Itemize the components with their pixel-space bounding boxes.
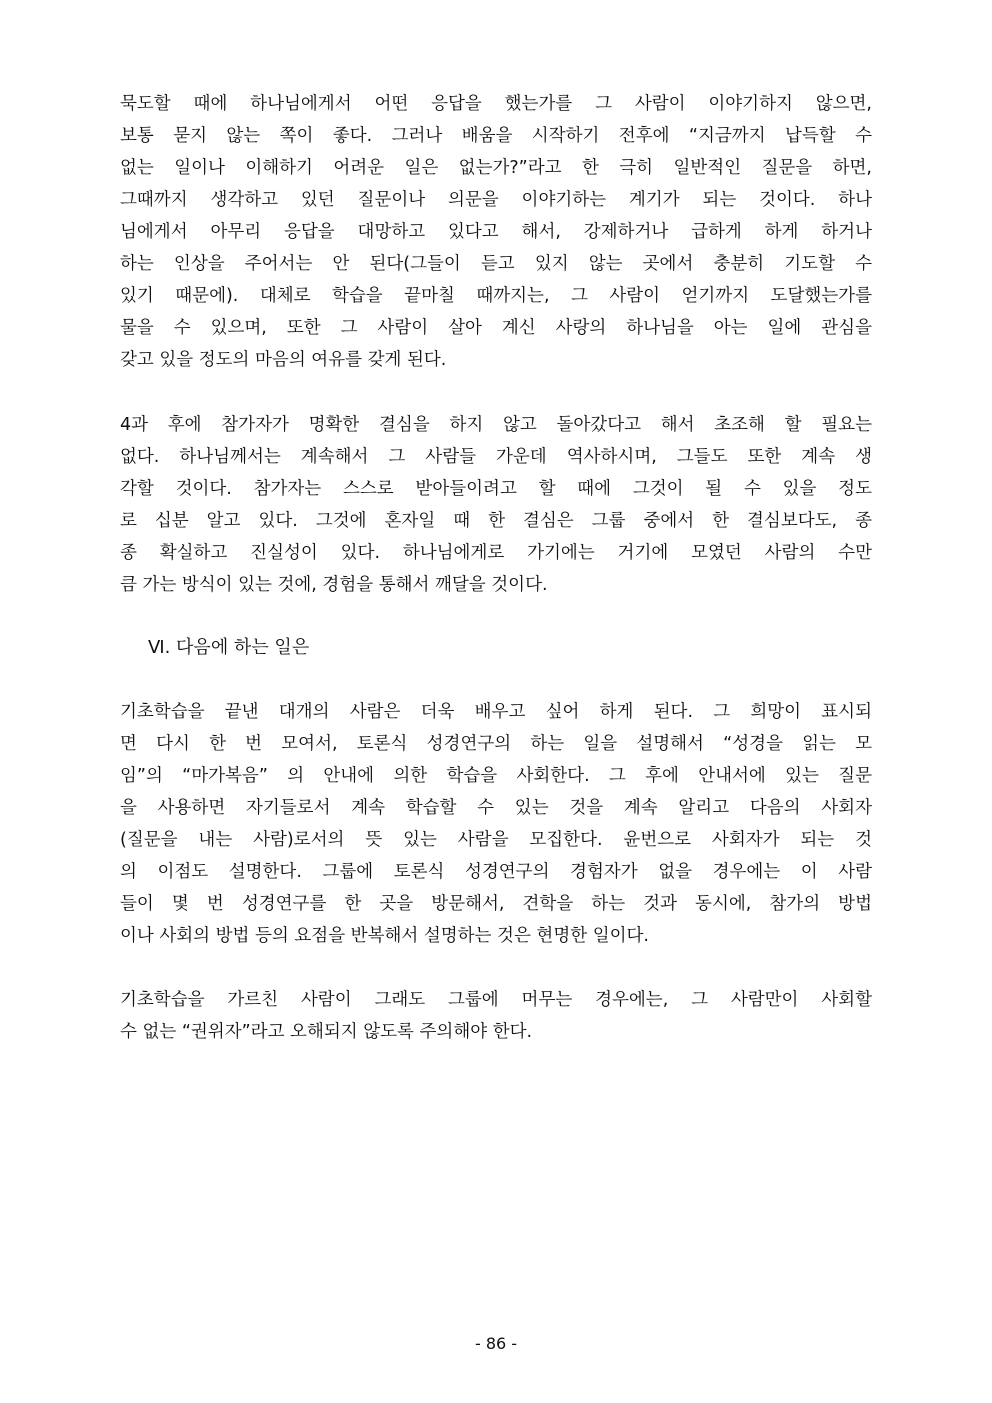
text-line: 없는 일이나 이해하기 어려운 일은 없는가?”라고 한 극히 일반적인 질문을 하면, (120, 158, 872, 178)
text-line: 각할 것이다. 참가자는 스스로 받아들이려고 할 때에 그것이 될 수 있을 정도 (120, 479, 872, 499)
text-line: 기초학습을 가르친 사람이 그래도 그룹에 머무는 경우에는, 그 사람만이 사회할 (120, 990, 872, 1010)
text-line: 님에게서 아무리 응답을 대망하고 있다고 해서, 강제하거나 급하게 하게 하거나 (120, 222, 872, 242)
paragraph-4 (120, 984, 872, 1048)
text-line: 없다. 하나님께서는 계속해서 그 사람들 가운데 역사하시며, 그들도 또한 계속 생 (120, 447, 872, 467)
text-line: 물을 수 있으며, 또한 그 사람이 살아 계신 사랑의 하나님을 아는 일에 관심을 (120, 318, 872, 338)
text-line: 임”의 “마가복음” 의 안내에 의한 학습을 사회한다. 그 후에 안내서에 있는 질문 (120, 766, 872, 786)
text-line: 종 확실하고 진실성이 있다. 하나님에게로 가기에는 거기에 모였던 사람의 수만 (120, 543, 872, 563)
text-line: 4과 후에 참가자가 명확한 결심을 하지 않고 돌아갔다고 해서 초조해 할 필요는 (120, 415, 872, 435)
text-line: 갖고 있을 정도의 마음의 여유를 갖게 된다. (120, 350, 447, 370)
text-line: 들이 몇 번 성경연구를 한 곳을 방문해서, 견학을 하는 것과 동시에, 참가의 방법 (120, 894, 872, 914)
text-line: 이나 사회의 방법 등의 요점을 반복해서 설명하는 것은 현명한 일이다. (120, 926, 649, 946)
text-line: 그때까지 생각하고 있던 질문이나 의문을 이야기하는 계기가 되는 것이다. 하나 (120, 190, 872, 210)
text-line: 수 없는 “권위자”라고 오해되지 않도록 주의해야 한다. (120, 1022, 533, 1042)
section-heading: Ⅵ. 다음에 하는 일은 (148, 637, 310, 658)
text-line: 묵도할 때에 하나님에게서 어떤 응답을 했는가를 그 사람이 이야기하지 않으면, (120, 94, 872, 114)
text-line: 을 사용하면 자기들로서 계속 학습할 수 있는 것을 계속 알리고 다음의 사회자 (120, 798, 872, 818)
paragraph-1 (120, 88, 872, 376)
text-line: 보통 묻지 않는 쪽이 좋다. 그러나 배움을 시작하기 전후에 “지금까지 납득할 수 (120, 126, 872, 146)
paragraph-2 (120, 409, 872, 601)
text-line: 큼 가는 방식이 있는 것에, 경험을 통해서 깨달을 것이다. (120, 575, 548, 595)
text-line: 로 십분 알고 있다. 그것에 혼자일 때 한 결심은 그룹 중에서 한 결심보다도, 종 (120, 511, 872, 531)
text-line: 기초학습을 끝낸 대개의 사람은 더욱 배우고 싶어 하게 된다. 그 희망이 표시되 (120, 702, 872, 722)
text-line: (질문을 내는 사람)로서의 뜻 있는 사람을 모집한다. 윤번으로 사회자가 되는 것 (120, 830, 872, 850)
text-line: 있기 때문에). 대체로 학습을 끝마칠 때까지는, 그 사람이 얻기까지 도달했는가를 (120, 286, 872, 306)
text-line: 하는 인상을 주어서는 안 된다(그들이 듣고 있지 않는 곳에서 충분히 기도할 수 (120, 254, 872, 274)
page-number: - 86 - (474, 1334, 518, 1353)
text-line: 의 이점도 설명한다. 그룹에 토론식 성경연구의 경험자가 없을 경우에는 이 사람 (120, 862, 872, 882)
text-line: 면 다시 한 번 모여서, 토론식 성경연구의 하는 일을 설명해서 “성경을 읽는 모 (120, 734, 872, 754)
paragraph-3 (120, 696, 872, 952)
